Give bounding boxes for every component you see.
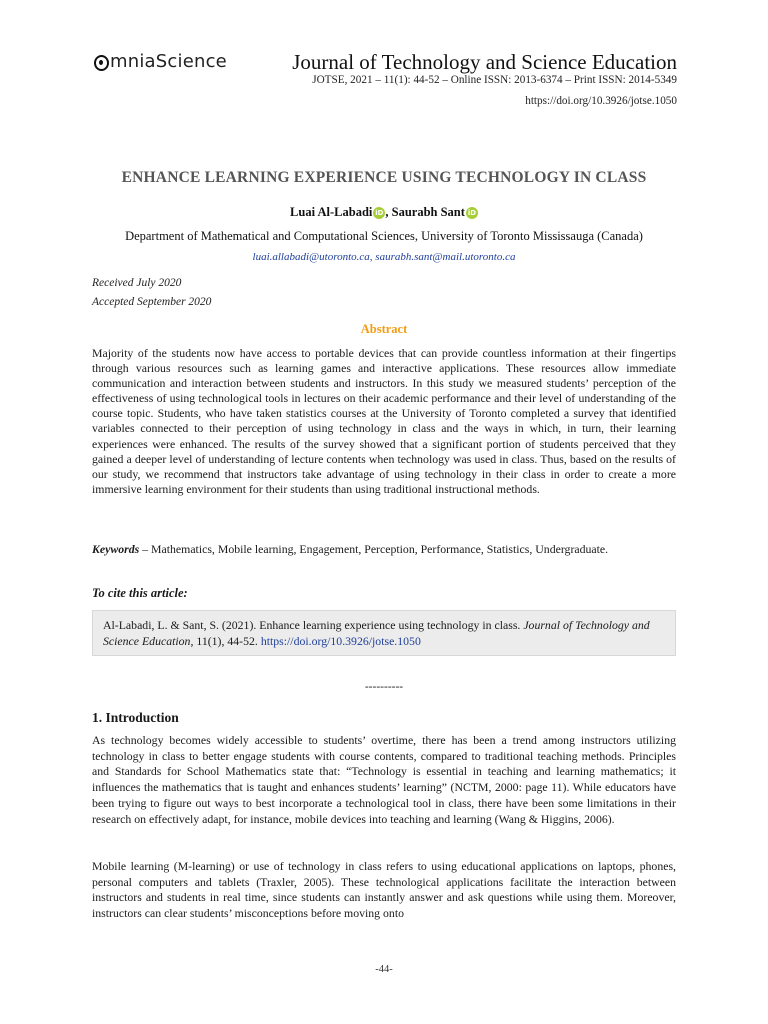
journal-info: JOTSE, 2021 – 11(1): 44-52 – Online ISSN: 2013-6374 – Print ISSN: 2014-5349 [312, 74, 677, 86]
publisher-logo [94, 51, 227, 72]
section-separator: ---------- [364, 681, 404, 693]
orcid-icon[interactable]: iD [375, 209, 384, 217]
keywords [92, 542, 676, 557]
affiliation: Department of Mathematical and Computational Sciences, University of Toronto Mississauga (Canada) [125, 229, 643, 243]
orcid-icon[interactable]: iD [467, 209, 477, 217]
header-doi-link[interactable]: https://doi.org/10.3926/jotse.1050 [525, 95, 677, 107]
publisher-name: mniaScience [110, 51, 227, 72]
page-number: -44- [375, 964, 393, 975]
omnia-logo-icon [94, 55, 109, 71]
received-date: Received July 2020 [92, 277, 182, 289]
citation-journal: Journal of Technology and Science Education, [103, 618, 650, 648]
author-separator: , [385, 205, 392, 219]
citation-box [92, 610, 676, 656]
author-name: Luai Al-Labadi [290, 205, 373, 219]
author-name: Saurabh Sant [391, 205, 465, 219]
author-emails[interactable]: luai.allabadi@utoronto.ca, saurabh.sant@mail.utoronto.ca [252, 251, 516, 263]
journal-title: Journal of Technology and Science Education [292, 50, 677, 74]
author-line [0, 205, 768, 220]
abstract-text: Majority of the students now have access to portable devices that can provide countless information at their fingertips through various resources such as learning games and interactive applications. These resources allow immediate communication and interaction between students and instructors. In this study we measured students’ perception of the effectiveness of using technological tools in lectures on their academic performance and their level of understanding of the course topic. Students, who have taken statistics courses at the University of Toronto completed a survey that identified variables connected to their perception of using technology in class and the ways in which, in turn, their learning experiences were enhanced. The results of the survey showed that a significant portion of students perceived that they gained a deeper level of understanding of lecture contents when technology was used in class. Thus, based on the results of our study, we recommend that instructors take advantage of using technology in their class in order to create a more immersive learning environment for their students than using traditional instructional methods. [92, 346, 676, 496]
cite-heading: To cite this article: [92, 586, 188, 600]
introduction-paragraph: Mobile learning (M-learning) or use of technology in class refers to using educational applications on laptops, phones, personal computers and tablets (Traxler, 2005). These technological applications facilitate the interaction between instructors and students in real time, since students can instantly answer and ask questions while using them. Moreover, instructors can clear students’ misconceptions before moving onto [92, 859, 676, 921]
citation-text: Al-Labadi, L. & Sant, S. (2021). Enhance learning experience using technology in class. [103, 618, 524, 632]
accepted-date: Accepted September 2020 [92, 296, 212, 308]
article-title: ENHANCE LEARNING EXPERIENCE USING TECHNOLOGY IN CLASS [121, 169, 647, 186]
citation-doi-link[interactable]: https://doi.org/10.3926/jotse.1050 [260, 634, 421, 648]
keywords-label: Keywords [92, 542, 140, 556]
keywords-list: – Mathematics, Mobile learning, Engagement, Perception, Performance, Statistics, Undergraduate. [139, 542, 609, 556]
citation-volume: 11(1), 44-52. [193, 634, 261, 648]
introduction-heading: 1. Introduction [92, 710, 179, 725]
introduction-paragraph: As technology becomes widely accessible to students’ overtime, there has been a trend among instructors utilizing technology in class to better engage students with course contents, compared to traditional teaching methods. Principles and Standards for School Mathematics state that: “Technology is essential in teaching and learning mathematics; it influences the mathematics that is taught and enhances students’ learning” (NCTM, 2000: page 11). While educators have been trying to figure out ways to best incorporate a technological tool in class, there have been some limitations in their research on effectively adapt, for instance, mobile devices into teaching and learning (Wang & Higgins, 2006). [92, 733, 676, 826]
abstract-heading: Abstract [360, 322, 408, 336]
